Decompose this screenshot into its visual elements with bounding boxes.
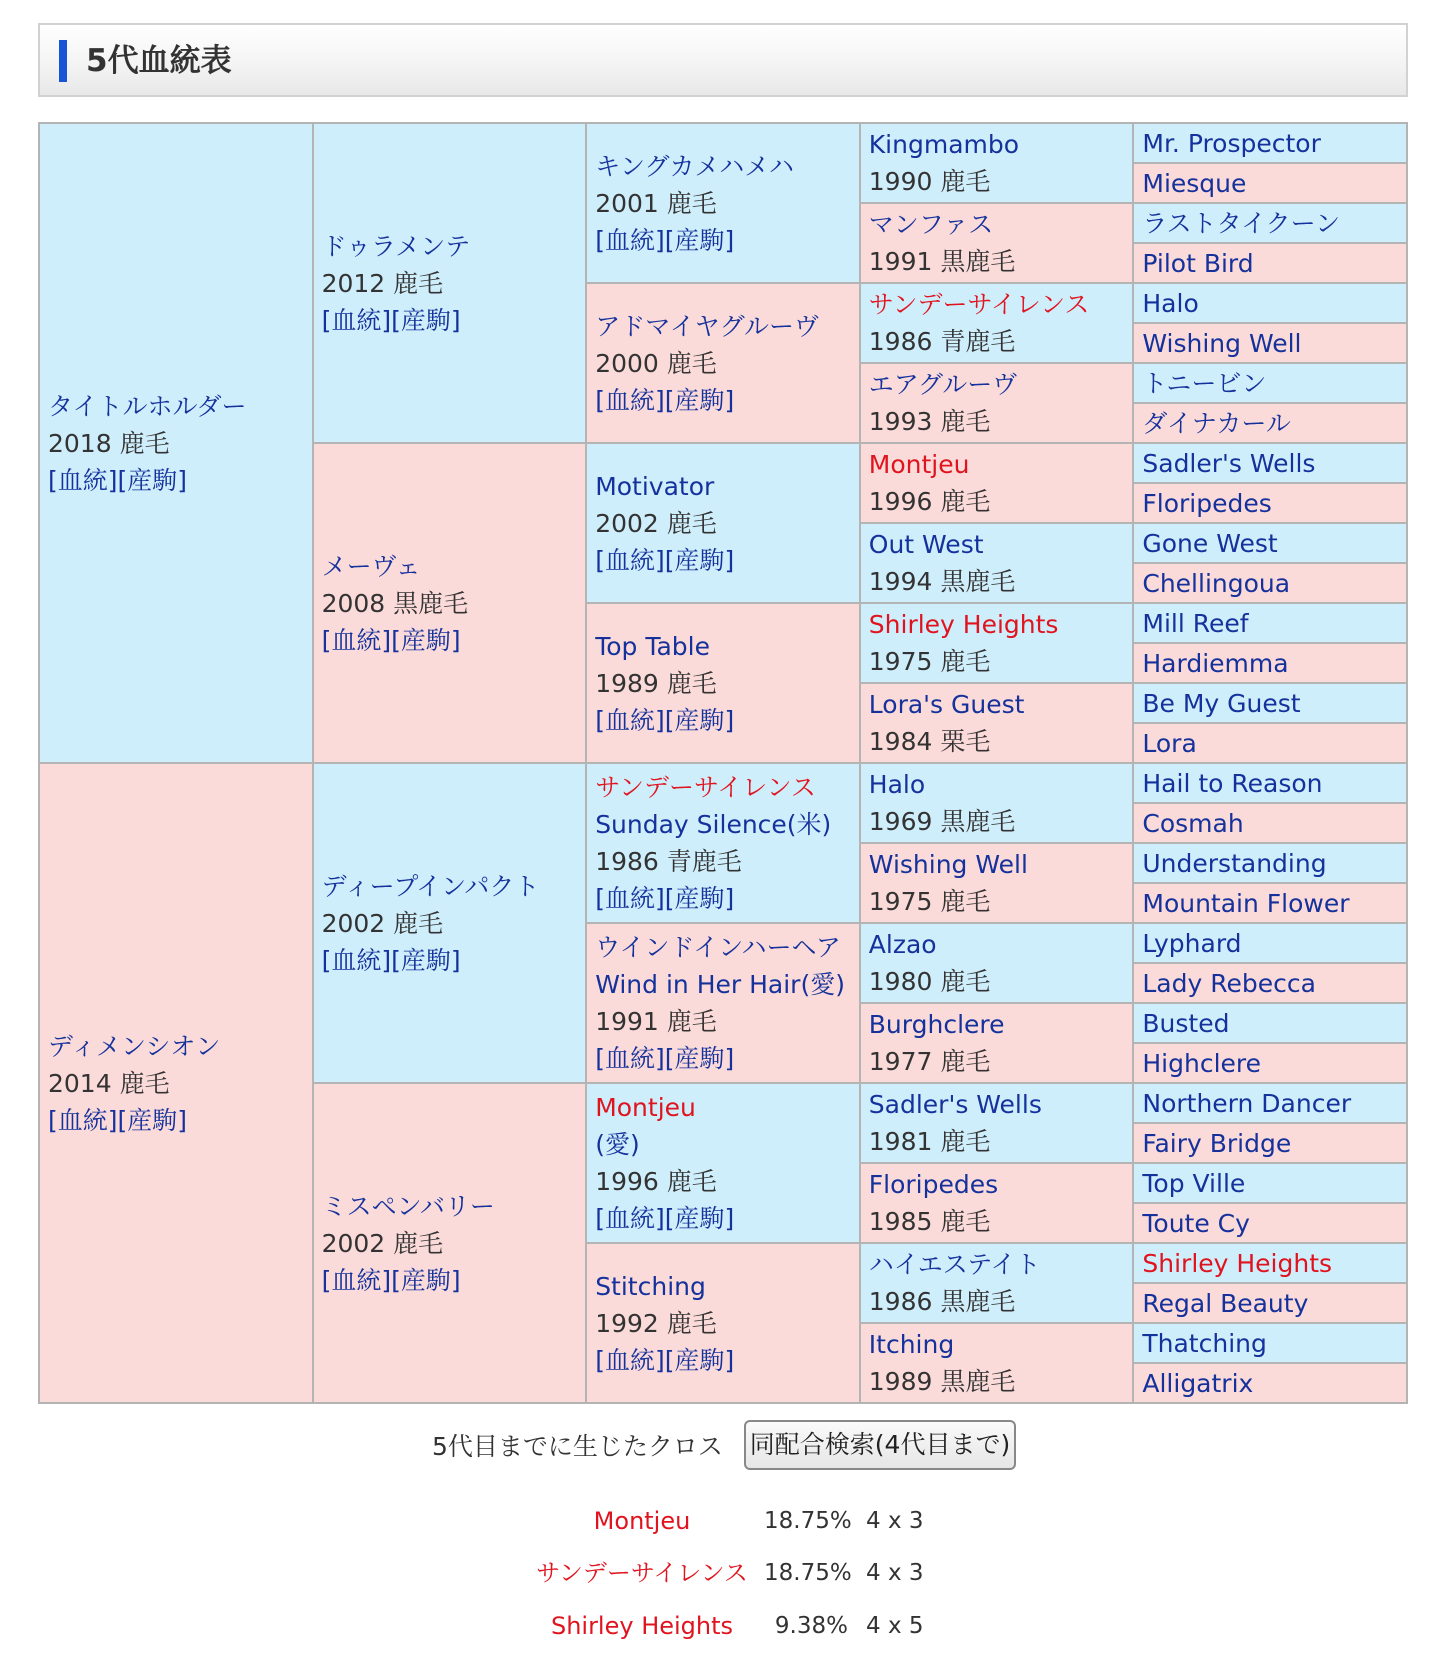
- pedigree-gen5-cell: [1133, 403, 1407, 443]
- horse-birth-coat: 1975 鹿毛: [868, 887, 991, 916]
- horse-name-link[interactable]: Hardiemma: [1142, 648, 1289, 678]
- pedigree-dam: [39, 763, 313, 1403]
- horse-name-link[interactable]: Hail to Reason: [1142, 768, 1323, 798]
- pedigree-gen4-cell: [860, 523, 1134, 603]
- pedigree-gen4-cell: [860, 923, 1134, 1003]
- horse-links: [595, 222, 859, 259]
- pedigree-link[interactable]: [血統]: [321, 1265, 392, 1295]
- pedigree-gen3-cell: [586, 283, 860, 443]
- pedigree-gen5-cell: [1133, 843, 1407, 883]
- horse-name-link[interactable]: マンファス: [868, 210, 994, 239]
- horse-links: [322, 622, 586, 659]
- horse-name-link[interactable]: Burghclere: [868, 1010, 1005, 1039]
- cross-row: [0, 1553, 1440, 1593]
- horse-name-link[interactable]: Chellingoua: [1142, 568, 1291, 598]
- horse-name-link[interactable]: Toute Cy: [1142, 1208, 1250, 1238]
- horse-links: [595, 542, 859, 579]
- horse-birth-coat: 1993 鹿毛: [868, 407, 991, 436]
- pedigree-link[interactable]: [血統]: [595, 1204, 665, 1233]
- progeny-link[interactable]: [産駒]: [391, 1265, 461, 1295]
- horse-name-link[interactable]: Wishing Well: [1142, 328, 1302, 358]
- horse-foreign-name[interactable]: Sunday Silence(米): [595, 810, 832, 839]
- horse-name-link[interactable]: Top Ville: [1142, 1168, 1246, 1198]
- progeny-link[interactable]: [産駒]: [117, 465, 188, 495]
- cross-label: 5代目までに生じたクロス: [432, 1432, 723, 1461]
- horse-name-link[interactable]: アドマイヤグルーヴ: [595, 311, 819, 341]
- pedigree-link[interactable]: [血統]: [595, 545, 665, 575]
- horse-name-link[interactable]: ハイエステイト: [868, 1250, 1041, 1279]
- pedigree-link[interactable]: [血統]: [48, 465, 118, 495]
- pedigree-gen5-cell: [1133, 1243, 1407, 1283]
- progeny-link[interactable]: [産駒]: [664, 385, 735, 415]
- pedigree-gen4-cell: [860, 1083, 1134, 1163]
- horse-birth-coat: 2002 鹿毛: [321, 1228, 444, 1258]
- horse-birth-coat: 2002 鹿毛: [321, 908, 444, 938]
- horse-links: [595, 1200, 859, 1237]
- horse-birth-coat: 2002 鹿毛: [595, 508, 717, 538]
- pedigree-gen5-cell: [1133, 243, 1407, 283]
- horse-links: [595, 1342, 859, 1379]
- cross-percentage: 18.75%: [764, 1508, 852, 1534]
- progeny-link[interactable]: [産駒]: [391, 945, 461, 975]
- pedigree-link[interactable]: [血統]: [595, 225, 665, 255]
- horse-name-link[interactable]: Mountain Flower: [1142, 888, 1350, 918]
- horse-name-link[interactable]: Shirley Heights: [868, 610, 1059, 639]
- horse-name-link[interactable]: Cosmah: [1142, 808, 1244, 838]
- pedigree-gen2-cell: [313, 123, 587, 443]
- horse-name-link[interactable]: Busted: [1142, 1008, 1230, 1038]
- horse-name-link[interactable]: Pilot Bird: [1142, 248, 1254, 278]
- horse-birth-coat: 1992 鹿毛: [595, 1308, 717, 1338]
- pedigree-gen5-cell: [1133, 443, 1407, 483]
- pedigree-gen5-cell: [1133, 723, 1407, 763]
- horse-name-link[interactable]: サンデーサイレンス: [595, 773, 816, 802]
- horse-birth-coat: 1986 青鹿毛: [868, 327, 1016, 356]
- horse-foreign-name[interactable]: Wind in Her Hair(愛): [595, 970, 845, 999]
- horse-name-link[interactable]: Alligatrix: [1142, 1368, 1254, 1398]
- pedigree-link[interactable]: [血統]: [595, 884, 665, 913]
- progeny-link[interactable]: [産駒]: [664, 884, 735, 913]
- pedigree-gen5-cell: [1133, 763, 1407, 803]
- horse-links: [48, 462, 312, 499]
- progeny-link[interactable]: [産駒]: [664, 225, 735, 255]
- horse-birth-coat: 2018 鹿毛: [48, 428, 170, 458]
- horse-birth-coat: 1996 鹿毛: [868, 487, 991, 516]
- pedigree-gen5-cell: [1133, 323, 1407, 363]
- pedigree-gen5-cell: [1133, 283, 1407, 323]
- pedigree-gen5-cell: [1133, 163, 1407, 203]
- horse-birth-coat: 2000 鹿毛: [595, 348, 717, 378]
- title-accent-bar: [59, 40, 67, 82]
- horse-birth-coat: 2001 鹿毛: [595, 188, 717, 218]
- pedigree-gen5-cell: [1133, 1363, 1407, 1403]
- pedigree-gen5-cell: [1133, 363, 1407, 403]
- cross-header: [0, 1420, 1440, 1472]
- pedigree-gen5-cell: [1133, 803, 1407, 843]
- pedigree-gen4-cell: [860, 843, 1134, 923]
- cross-horse-link[interactable]: Montjeu: [593, 1507, 691, 1535]
- pedigree-link[interactable]: [血統]: [595, 705, 665, 735]
- pedigree-gen5-cell: [1133, 1123, 1407, 1163]
- progeny-link[interactable]: [産駒]: [391, 625, 461, 655]
- pedigree-link[interactable]: [血統]: [595, 385, 665, 415]
- horse-name-link[interactable]: Lora's Guest: [868, 690, 1025, 719]
- pedigree-link[interactable]: [血統]: [321, 945, 392, 975]
- pedigree-gen5-cell: [1133, 1083, 1407, 1123]
- pedigree-gen5-cell: [1133, 483, 1407, 523]
- pedigree-gen5-cell: [1133, 1203, 1407, 1243]
- horse-foreign-name[interactable]: (愛): [595, 1130, 640, 1159]
- page-title: 5代血統表: [86, 43, 232, 79]
- pedigree-gen5-cell: [1133, 883, 1407, 923]
- pedigree-gen4-cell: [860, 603, 1134, 683]
- horse-name-link[interactable]: タイトルホルダー: [48, 391, 247, 421]
- horse-birth-coat: 1996 鹿毛: [595, 1167, 717, 1196]
- progeny-link[interactable]: [産駒]: [664, 1204, 735, 1233]
- horse-name-link[interactable]: トニービン: [1142, 368, 1267, 398]
- horse-birth-coat: 2008 黒鹿毛: [321, 588, 469, 618]
- pedigree-gen5-cell: [1133, 523, 1407, 563]
- pedigree-gen5-cell: [1133, 1323, 1407, 1363]
- progeny-link[interactable]: [産駒]: [664, 1044, 735, 1073]
- horse-birth-coat: 1975 鹿毛: [868, 647, 991, 676]
- horse-name-link[interactable]: Floripedes: [868, 1170, 999, 1199]
- horse-name-link[interactable]: Thatching: [1142, 1328, 1267, 1358]
- pedigree-gen5-cell: [1133, 563, 1407, 603]
- pedigree-link[interactable]: [血統]: [321, 625, 392, 655]
- horse-name-link[interactable]: Stitching: [595, 1271, 706, 1301]
- horse-name-link[interactable]: ウインドインハーヘア: [595, 933, 841, 962]
- pedigree-gen5-cell: [1133, 963, 1407, 1003]
- pedigree-table: [38, 122, 1408, 1404]
- cross-horse-link[interactable]: サンデーサイレンス: [536, 1559, 748, 1587]
- horse-name-link[interactable]: Halo: [1142, 288, 1199, 318]
- horse-name-link[interactable]: Montjeu: [868, 450, 970, 479]
- horse-name-link[interactable]: Mr. Prospector: [1142, 128, 1321, 158]
- pedigree-gen3-cell: [586, 1243, 860, 1403]
- pedigree-sire: [39, 123, 313, 763]
- horse-birth-coat: 1990 鹿毛: [868, 167, 991, 196]
- horse-name-link[interactable]: ミスペンバリー: [321, 1191, 495, 1221]
- pedigree-link[interactable]: [血統]: [595, 1345, 665, 1375]
- horse-links: [595, 702, 859, 739]
- horse-links: [595, 880, 859, 917]
- horse-birth-coat: 1994 黒鹿毛: [868, 567, 1016, 596]
- horse-birth-coat: 1991 黒鹿毛: [868, 247, 1016, 276]
- horse-links: [595, 382, 859, 419]
- horse-name-link[interactable]: Kingmambo: [868, 130, 1020, 159]
- pedigree-gen4-cell: [860, 1163, 1134, 1243]
- pedigree-gen4-cell: [860, 443, 1134, 523]
- horse-name-link[interactable]: Lora: [1142, 728, 1197, 758]
- pedigree-gen4-cell: [860, 1003, 1134, 1083]
- pedigree-gen5-cell: [1133, 643, 1407, 683]
- pedigree-link[interactable]: [血統]: [48, 1105, 118, 1135]
- horse-name-link[interactable]: Be My Guest: [1142, 688, 1301, 718]
- cross-row: [0, 1501, 1440, 1541]
- cross-generation: 4 x 5: [866, 1613, 924, 1639]
- horse-name-link[interactable]: Floripedes: [1142, 488, 1272, 518]
- horse-birth-coat: 1986 黒鹿毛: [868, 1287, 1016, 1316]
- horse-name-link[interactable]: Alzao: [868, 930, 937, 959]
- horse-birth-coat: 1977 鹿毛: [868, 1047, 991, 1076]
- horse-name-link[interactable]: ディメンシオン: [48, 1031, 221, 1061]
- horse-name-link[interactable]: ディープインパクト: [321, 871, 540, 901]
- progeny-link[interactable]: [産駒]: [117, 1105, 188, 1135]
- pedigree-gen3-cell: [586, 763, 860, 923]
- pedigree-gen4-cell: [860, 1243, 1134, 1323]
- horse-birth-coat: 1980 鹿毛: [868, 967, 991, 996]
- same-cross-search-button[interactable]: 同配合検索(4代目まで): [744, 1420, 1016, 1470]
- horse-name-link[interactable]: Regal Beauty: [1142, 1288, 1309, 1318]
- horse-name-link[interactable]: メーヴェ: [321, 551, 421, 581]
- progeny-link[interactable]: [産駒]: [664, 545, 735, 575]
- horse-links: [595, 1040, 859, 1077]
- horse-name-link[interactable]: Halo: [868, 770, 926, 799]
- progeny-link[interactable]: [産駒]: [391, 305, 461, 335]
- horse-name-link[interactable]: Motivator: [595, 471, 715, 501]
- pedigree-gen5-cell: [1133, 1003, 1407, 1043]
- horse-name-link[interactable]: Understanding: [1142, 848, 1327, 878]
- pedigree-gen4-cell: [860, 1323, 1134, 1403]
- horse-name-link[interactable]: Sadler's Wells: [1142, 448, 1316, 478]
- horse-links: [322, 942, 586, 979]
- pedigree-gen5-cell: [1133, 1163, 1407, 1203]
- pedigree-link[interactable]: [血統]: [321, 305, 392, 335]
- pedigree-gen4-cell: [860, 123, 1134, 203]
- horse-name-link[interactable]: Northern Dancer: [1142, 1088, 1352, 1118]
- pedigree-link[interactable]: [血統]: [595, 1044, 665, 1073]
- horse-birth-coat: 1985 鹿毛: [868, 1207, 991, 1236]
- horse-name-link[interactable]: Top Table: [595, 631, 710, 661]
- horse-name-link[interactable]: Itching: [868, 1330, 955, 1359]
- cross-generation: 4 x 3: [866, 1560, 924, 1586]
- cross-row: [0, 1606, 1440, 1646]
- horse-birth-coat: 1969 黒鹿毛: [868, 807, 1016, 836]
- pedigree-gen2-cell: [313, 1083, 587, 1403]
- horse-name-link[interactable]: Shirley Heights: [1142, 1248, 1333, 1278]
- horse-name-link[interactable]: Highclere: [1142, 1048, 1262, 1078]
- pedigree-gen5-cell: [1133, 923, 1407, 963]
- horse-name-link[interactable]: Wishing Well: [868, 850, 1028, 879]
- horse-name-link[interactable]: Lyphard: [1142, 928, 1242, 958]
- progeny-link[interactable]: [産駒]: [664, 705, 735, 735]
- cross-generation: 4 x 3: [866, 1508, 924, 1534]
- horse-birth-coat: 2014 鹿毛: [48, 1068, 170, 1098]
- pedigree-gen5-cell: [1133, 1043, 1407, 1083]
- horse-name-link[interactable]: Sadler's Wells: [868, 1090, 1042, 1119]
- horse-links: [322, 302, 586, 339]
- cross-horse-link[interactable]: Shirley Heights: [550, 1612, 734, 1640]
- horse-birth-coat: 1991 鹿毛: [595, 1007, 717, 1036]
- horse-birth-coat: 1984 栗毛: [868, 727, 991, 756]
- progeny-link[interactable]: [産駒]: [664, 1345, 735, 1375]
- horse-name-link[interactable]: エアグルーヴ: [868, 370, 1018, 399]
- pedigree-gen3-cell: [586, 443, 860, 603]
- horse-name-link[interactable]: ダイナカール: [1142, 408, 1291, 438]
- horse-name-link[interactable]: Miesque: [1142, 168, 1247, 198]
- pedigree-gen2-cell: [313, 443, 587, 763]
- horse-name-link[interactable]: Mill Reef: [1142, 608, 1249, 638]
- pedigree-gen4-cell: [860, 763, 1134, 843]
- horse-name-link[interactable]: サンデーサイレンス: [868, 290, 1090, 319]
- pedigree-gen5-cell: [1133, 1283, 1407, 1323]
- cross-percentage: 18.75%: [764, 1560, 852, 1586]
- horse-name-link[interactable]: ラストタイクーン: [1142, 208, 1341, 238]
- pedigree-gen5-cell: [1133, 123, 1407, 163]
- pedigree-gen3-cell: [586, 923, 860, 1083]
- horse-links: [48, 1102, 312, 1139]
- pedigree-gen4-cell: [860, 283, 1134, 363]
- pedigree-gen2-cell: [313, 763, 587, 1083]
- horse-name-link[interactable]: Fairy Bridge: [1142, 1128, 1292, 1158]
- pedigree-gen5-cell: [1133, 203, 1407, 243]
- horse-name-link[interactable]: ドゥラメンテ: [321, 231, 471, 261]
- horse-name-link[interactable]: Lady Rebecca: [1142, 968, 1316, 998]
- pedigree-gen3-cell: [586, 603, 860, 763]
- horse-birth-coat: 1986 青鹿毛: [595, 847, 742, 876]
- cross-percentage: 9.38%: [774, 1613, 848, 1639]
- pedigree-gen5-cell: [1133, 603, 1407, 643]
- pedigree-gen4-cell: [860, 683, 1134, 763]
- horse-birth-coat: 2012 鹿毛: [321, 268, 444, 298]
- section-header: [38, 23, 1408, 97]
- pedigree-gen4-cell: [860, 203, 1134, 283]
- pedigree-gen3-cell: [586, 123, 860, 283]
- horse-name-link[interactable]: Gone West: [1142, 528, 1278, 558]
- pedigree-gen3-cell: [586, 1083, 860, 1243]
- horse-links: [322, 1262, 586, 1299]
- pedigree-gen4-cell: [860, 363, 1134, 443]
- horse-birth-coat: 1981 鹿毛: [868, 1127, 991, 1156]
- horse-name-link[interactable]: Out West: [868, 530, 984, 559]
- horse-name-link[interactable]: Montjeu: [595, 1093, 696, 1122]
- horse-birth-coat: 1989 鹿毛: [595, 668, 717, 698]
- horse-name-link[interactable]: キングカメハメハ: [595, 151, 794, 181]
- pedigree-gen5-cell: [1133, 683, 1407, 723]
- horse-birth-coat: 1989 黒鹿毛: [868, 1367, 1016, 1396]
